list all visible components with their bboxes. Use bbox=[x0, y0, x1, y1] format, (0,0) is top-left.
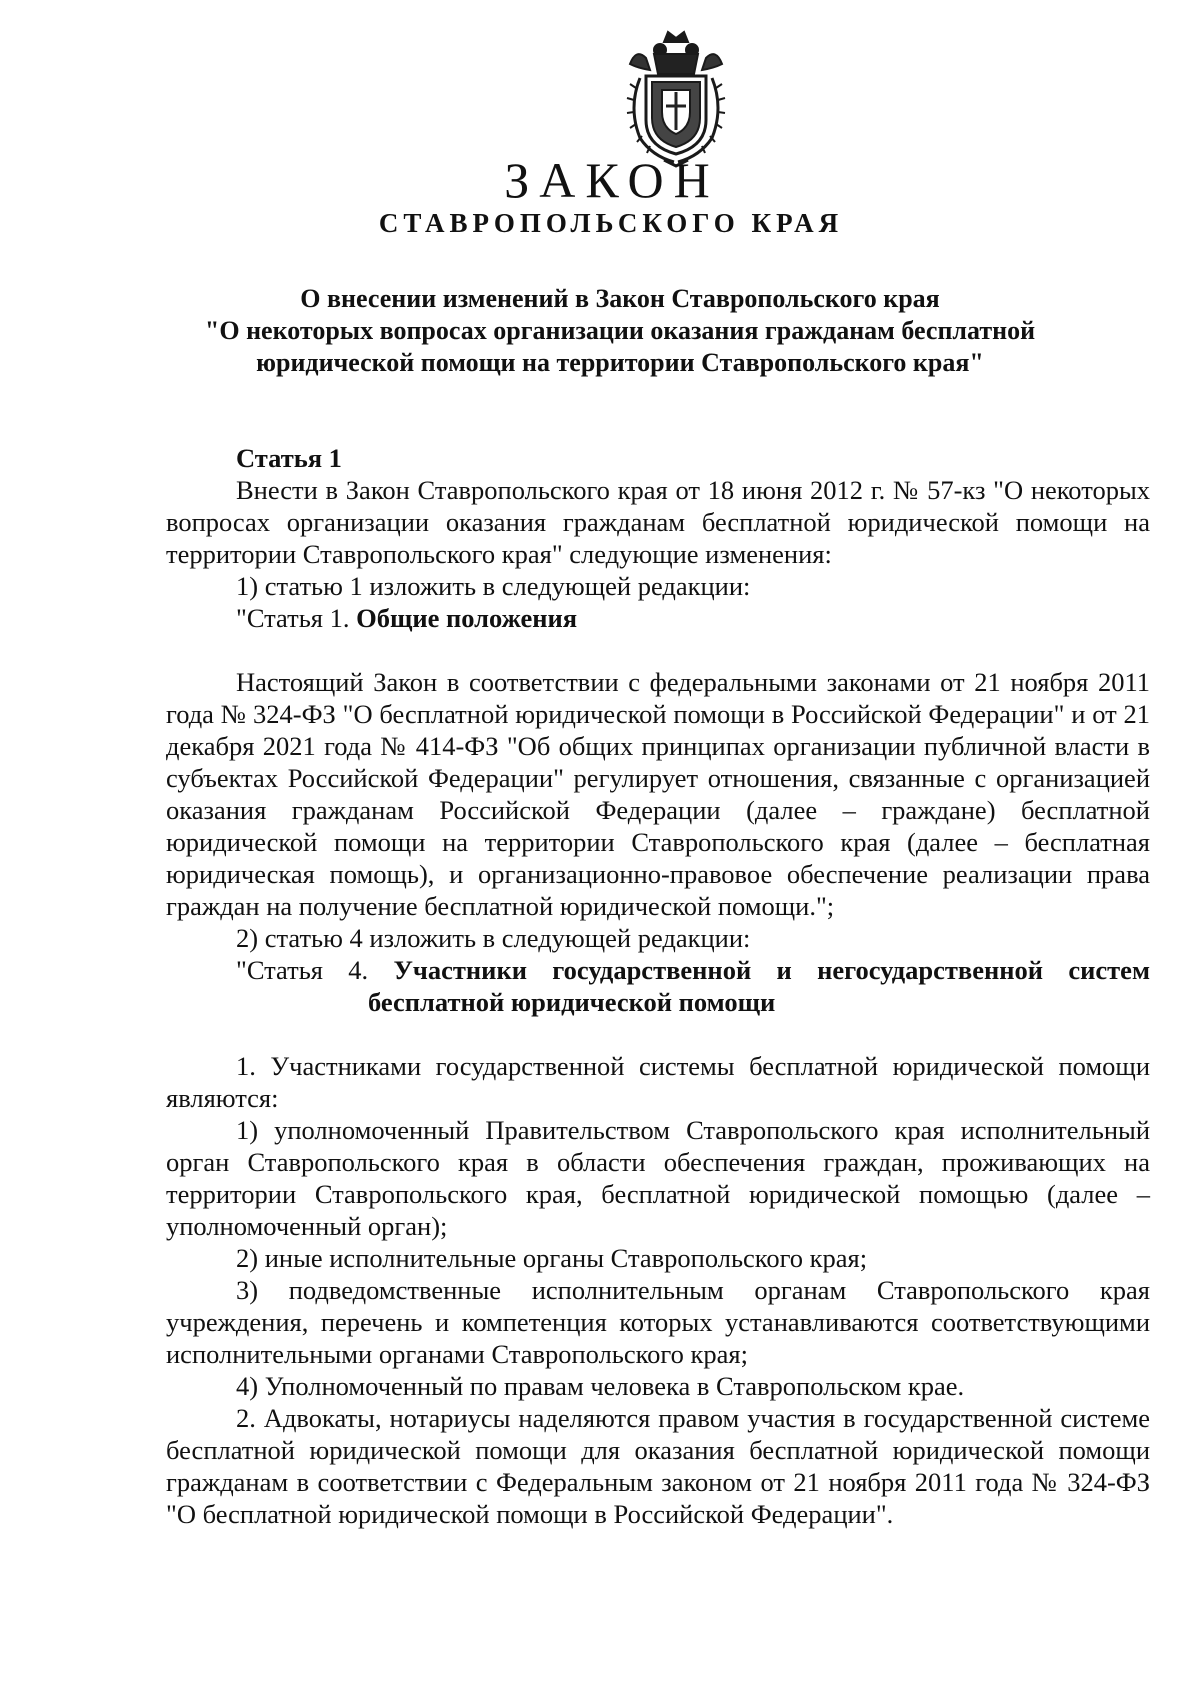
article-1-intro: Внести в Закон Ставропольского края от 18 июня 2012 г. № 57-кз "О некоторых вопросах организации оказания гражданам бесплатной юридической помощи на территории Ставропольского края" следующие изменения: bbox=[166, 475, 1150, 569]
article-1-new-title-prefix: "Статья 1. bbox=[236, 603, 357, 633]
article-1-new-text: Настоящий Закон в соответствии с федеральными законами от 21 ноября 2011 года № 324-ФЗ "О бесплатной юридической помощи в Российской Федерации" и от 21 декабря 2021 года № 414-ФЗ "Об общих принципах организации публичной власти в субъектах Российской Федерации" регулирует отношения, связанные с организацией оказания гражданам Российской Федерации (далее – граждане) бесплатной юридической помощи на территории Ставропольского края (далее – бесплатная юридическая помощь), и организационно-правовое обеспечение реализации права граждан на получение бесплатной юридической помощи."; bbox=[166, 667, 1150, 921]
law-name bbox=[180, 283, 1060, 379]
article-4-part-1-item-3: 3) подведомственные исполнительным органам Ставропольского края учреждения, перечень и компетенция которых устанавливаются соответствующими исполнительными органами Ставропольского края; bbox=[166, 1275, 1150, 1369]
article-4-part-2: 2. Адвокаты, нотариусы наделяются правом участия в государственной системе бесплатной юридической помощи для оказания бесплатной юридической помощи гражданам в соответствии с Федеральным законом от 21 ноября 2011 года № 324-ФЗ "О бесплатной юридической помощи в Российской Федерации". bbox=[166, 1403, 1150, 1529]
article-1-heading: Статья 1 bbox=[236, 443, 342, 473]
article-1-new-title-text: Общие положения bbox=[356, 603, 578, 633]
amendment-item-2: 2) статью 4 изложить в следующей редакции: bbox=[236, 923, 751, 953]
coat-of-arms-icon bbox=[616, 28, 736, 168]
amendment-item-1: 1) статью 1 изложить в следующей редакции: bbox=[236, 571, 751, 601]
article-4-part-1: 1. Участниками государственной системы бесплатной юридической помощи являются: bbox=[166, 1051, 1150, 1113]
article-1-new-title bbox=[166, 602, 1150, 634]
law-name-line-3: юридической помощи на территории Ставропольского края" bbox=[256, 348, 984, 377]
article-4-part-1-item-1: 1) уполномоченный Правительством Ставропольского края исполнительный орган Ставропольского края в области обеспечения граждан, проживающих на территории Ставропольского края, бесплатной юридической помощью (далее – уполномоченный орган); bbox=[166, 1115, 1150, 1241]
article-4-new-title bbox=[166, 954, 1150, 1018]
law-name-line-2: "О некоторых вопросах организации оказания гражданам бесплатной bbox=[204, 316, 1036, 345]
region-subtitle: СТАВРОПОЛЬСКОГО КРАЯ bbox=[378, 208, 844, 238]
document-type-title: ЗАКОН bbox=[504, 152, 720, 208]
law-name-line-1: О внесении изменений в Закон Ставропольского края bbox=[300, 284, 940, 313]
article-4-new-title-text: Участники государственной и негосударственной систем бесплатной юридической помощи bbox=[368, 955, 1150, 1017]
article-4-new-title-prefix: "Статья 4. bbox=[236, 955, 394, 985]
law-body bbox=[166, 442, 1150, 1530]
article-4-part-1-item-4: 4) Уполномоченный по правам человека в Ставропольском крае. bbox=[236, 1371, 965, 1401]
article-4-part-1-item-2: 2) иные исполнительные органы Ставропольского края; bbox=[236, 1243, 868, 1273]
